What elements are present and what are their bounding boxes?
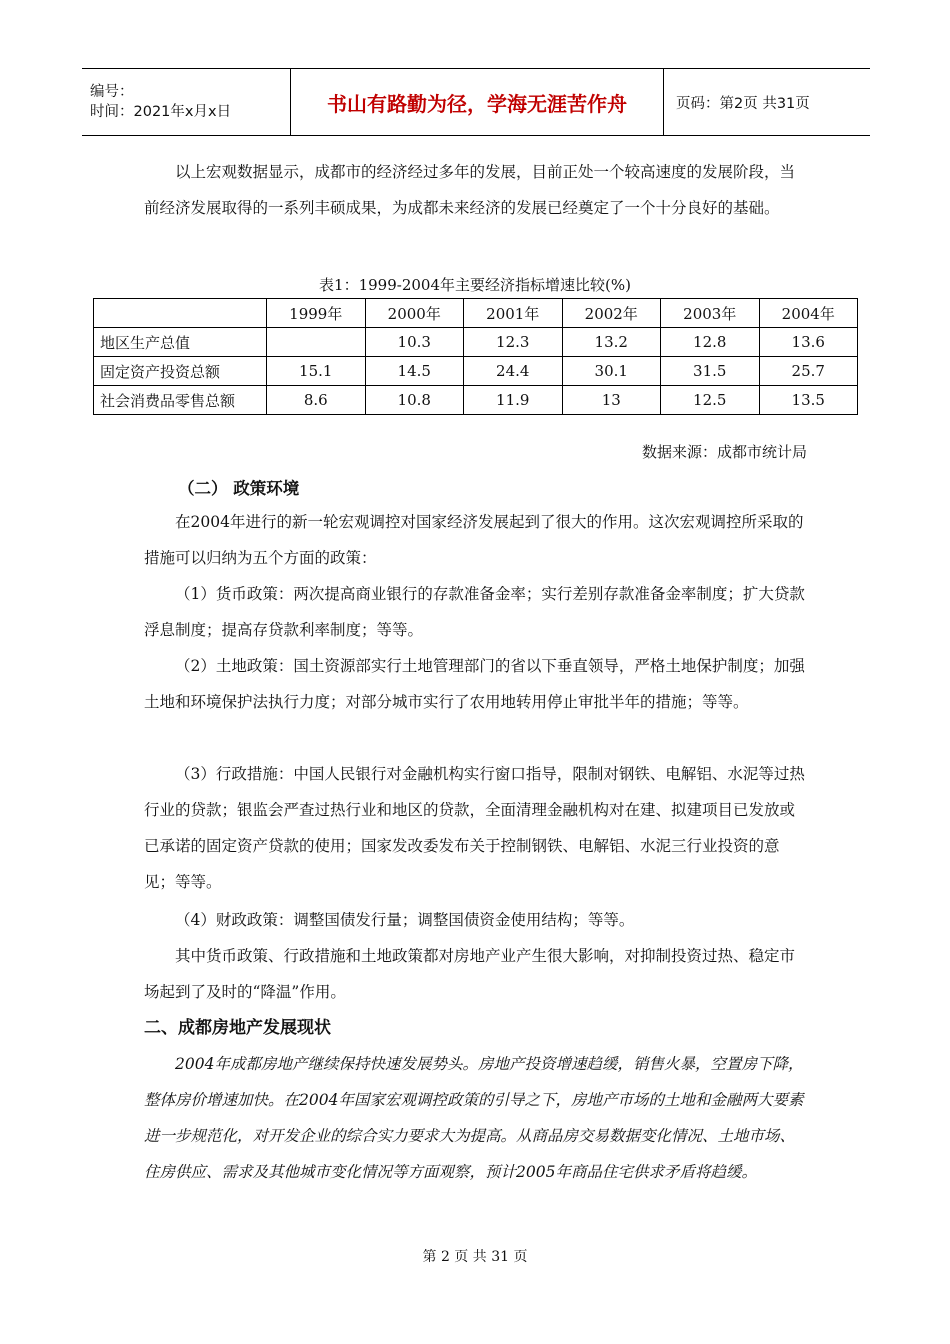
table-caption: 表1：1999-2004年主要经济指标增速比较(%)	[319, 276, 631, 294]
table-header-cell: 2004年	[759, 299, 858, 328]
header-page-info: 页码：第2页 共31页	[664, 69, 871, 136]
policy-text: （1）货币政策：两次提高商业银行的存款准备金率；实行差别存款准备金率制度；扩大贷款浮息制度；提高存贷款利率制度；等等。	[144, 585, 805, 639]
table-header-cell: 2000年	[365, 299, 464, 328]
table-cell: 15.1	[267, 357, 366, 386]
table-cell: 13	[562, 386, 661, 415]
policy-item-monetary	[144, 576, 808, 648]
data-source: 数据来源：成都市统计局	[641, 443, 807, 461]
table-header-row	[94, 299, 858, 328]
number-label: 编号：	[90, 84, 134, 100]
page-header	[82, 68, 870, 136]
table-cell: 11.9	[464, 386, 563, 415]
table-cell: 10.8	[365, 386, 464, 415]
table-cell: 24.4	[464, 357, 563, 386]
table-cell: 25.7	[759, 357, 858, 386]
table-cell: 10.3	[365, 328, 464, 357]
table-cell: 12.8	[661, 328, 760, 357]
row-label: 地区生产总值	[94, 328, 267, 357]
real-estate-text: 2004年成都房地产继续保持快速发展势头。房地产投资增速趋缓，销售火暴，空置房下降，整体房价增速加快。在2004年国家宏观调控政策的引导之下，房地产市场的土地和金融两大要素进一步规范化，对开发企业的综合实力要求大为提高。从商品房交易数据变化情况、土地市场、住房供应、需求及其他城市变化情况等方面观察，预计2005年商品住宅供求矛盾将趋缓。	[144, 1055, 804, 1181]
row-label: 社会消费品零售总额	[94, 386, 267, 415]
table-cell: 14.5	[365, 357, 464, 386]
section-heading-policy: （二） 政策环境	[178, 479, 300, 498]
policy-text: 在2004年进行的新一轮宏观调控对国家经济发展起到了很大的作用。这次宏观调控所采取的措施可以归纳为五个方面的政策：	[144, 513, 804, 567]
policy-text: 其中货币政策、行政措施和土地政策都对房地产业产生很大影响，对抑制投资过热、稳定市场起到了及时的“降温”作用。	[144, 947, 796, 1001]
table-cell: 30.1	[562, 357, 661, 386]
policy-paragraph	[144, 504, 808, 576]
policy-text: （4）财政政策：调整国债发行量；调整国债资金使用结构；等等。	[175, 911, 635, 929]
policy-summary	[144, 938, 808, 1010]
table-header-cell: 2001年	[464, 299, 563, 328]
header-motto: 书山有路勤为径，学海无涯苦作舟	[291, 69, 664, 136]
table-row	[94, 328, 858, 357]
indicator-table	[93, 298, 858, 415]
intro-text: 以上宏观数据显示，成都市的经济经过多年的发展，目前正处一个较高速度的发展阶段，当前经济发展取得的一系列丰硕成果，为成都未来经济的发展已经奠定了一个十分良好的基础。	[144, 163, 796, 217]
table-cell	[267, 328, 366, 357]
intro-paragraph	[144, 154, 808, 226]
table-cell: 13.6	[759, 328, 858, 357]
table-header-cell	[94, 299, 267, 328]
table-cell: 12.5	[661, 386, 760, 415]
time-label: 时间：2021年x月x日	[90, 104, 232, 120]
table-cell: 31.5	[661, 357, 760, 386]
policy-text: （3）行政措施：中国人民银行对金融机构实行窗口指导，限制对钢铁、电解铝、水泥等过热行业的贷款；银监会严查过热行业和地区的贷款，全面清理金融机构对在建、拟建项目已发放或已承诺的固定资产贷款的使用；国家发改委发布关于控制钢铁、电解铝、水泥三行业投资的意见；等等。	[144, 765, 805, 891]
policy-item-land	[144, 648, 808, 720]
section-heading-real-estate: 二、成都房地产发展现状	[144, 1018, 331, 1038]
table-header-cell: 2002年	[562, 299, 661, 328]
table-cell: 13.2	[562, 328, 661, 357]
table-row	[94, 357, 858, 386]
real-estate-paragraph	[144, 1046, 808, 1190]
table-row	[94, 386, 858, 415]
table-header-cell: 1999年	[267, 299, 366, 328]
policy-item-administrative	[144, 756, 808, 900]
policy-item-fiscal	[144, 902, 808, 938]
policy-text: （2）土地政策：国土资源部实行土地管理部门的省以下垂直领导，严格土地保护制度；加强土地和环境保护法执行力度；对部分城市实行了农用地转用停止审批半年的措施；等等。	[144, 657, 805, 711]
table-cell: 13.5	[759, 386, 858, 415]
table-cell: 12.3	[464, 328, 563, 357]
table-cell: 8.6	[267, 386, 366, 415]
row-label: 固定资产投资总额	[94, 357, 267, 386]
table-header-cell: 2003年	[661, 299, 760, 328]
page-footer: 第 2 页 共 31 页	[422, 1249, 528, 1265]
header-meta	[82, 69, 291, 136]
